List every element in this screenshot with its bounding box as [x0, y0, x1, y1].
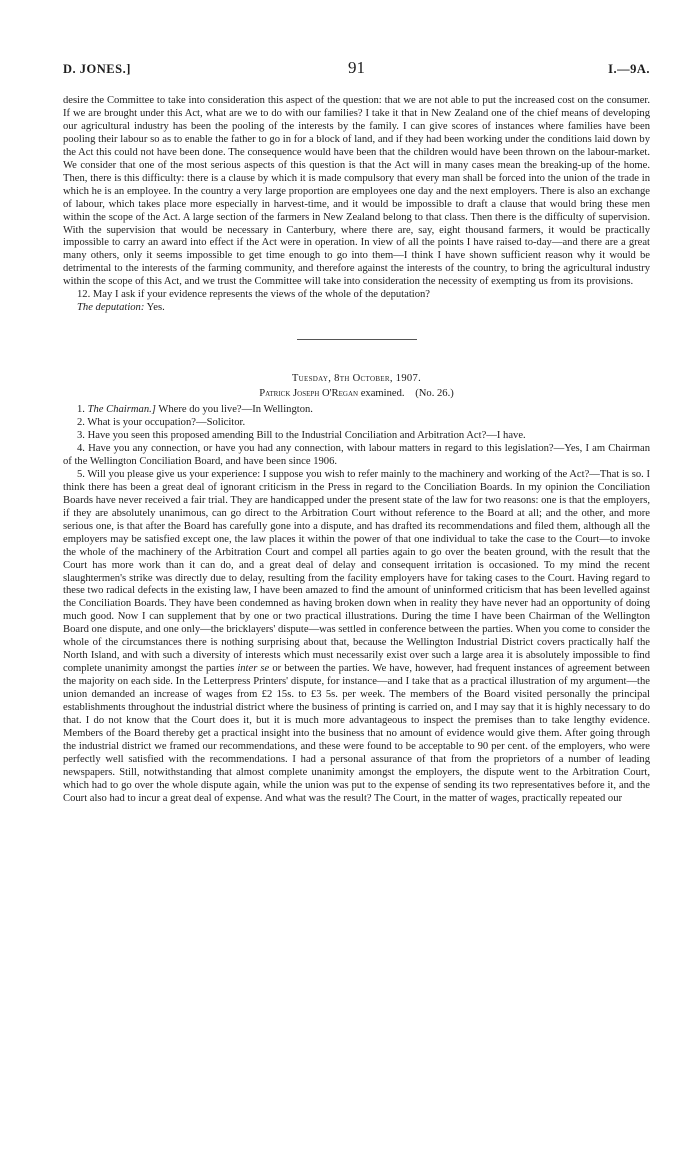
witness-number: (No. 26.) [415, 388, 454, 400]
question-1 [63, 404, 650, 417]
question-3-num: 3. [77, 430, 85, 442]
question-2 [63, 417, 650, 430]
question-1-num: 1. [77, 404, 85, 416]
question-1-speaker: The Chairman.] [87, 404, 156, 416]
session-date: Tuesday, 8th October, 1907. [291, 373, 422, 385]
witness-examined: examined. [360, 388, 405, 400]
witness-name: Patrick Joseph O'Regan [259, 388, 359, 400]
section-divider [297, 339, 417, 340]
answer-12-text: Yes. [146, 302, 165, 314]
question-2-text: What is your occupation?—Solicitor. [87, 417, 246, 429]
question-5-part2: or between the parties. We have, however, had frequent instances of agreement between the majority on each side. In the Letterpress Printers' dispute, for instance—and I take that as a practical illustration of my argument—the union demanded an increase of wages from £2 15s. to £3 5s. per week. The members of the Board visited personally the principal establishments throughout the industrial district where the business of printing is carried on, and I may say that it is highly necessary to do that. I do not know that the Court does it, but it is much more advantageous to inspect the premises than to take lengthy evidence. Members of the Board thereby get a practical insight into the business that no amount of evidence would give them. After going through the industrial district we framed our recommendations, and these were found to be acceptable to 90 per cent. of the employers, who were perfectly well satisfied with the recommendations. I had a personal assurance of that from the proprietors of a number of leading newspapers. Still, notwithstanding that almost complete unanimity amongst the employers, the dispute went to the Arbitration Court, which had to go over the whole dispute again, while the union was put to the expense of sending its two representatives before it, and the Court also had to incur a great deal of expense. And what was the result? The Court, in the matter of wages, practically repeated our [63, 663, 650, 804]
page-header [63, 58, 650, 82]
answer-12 [63, 302, 650, 315]
question-5-part1: 5. Will you please give us your experience: I suppose you wish to refer mainly to the machinery and working of the Act?—That is so. I think there has been a great deal of ignorant criticism in the Press in regard to the Conciliation Boards. In my opinion the Conciliation Boards have never received a fair trial. They are handicapped under the present state of the law for two reasons: one is that the employers, if they are absolutely unanimous, can go direct to the Arbitration Court without reference to the Board at all; and the other, and more serious one, is that after the Board has carefully gone into a dispute, and has drafted its recommendations and filed them, although all the employers may be satisfied except one, the law places it within the power of that one individual to take the case to the Court—to invoke the whole of the machinery of the Arbitration Court and compel all parties again to go over the beaten ground, with the result that the Court has more work than it can do, and a great deal of delay and consequent irritation is occasioned. To my mind the recent slaughtermen's strike was directly due to delay, resulting from the facility employers have for taking cases to the Court. Having regard to these two radical defects in the existing law, I have been amazed to find the amount of uninformed criticism that has been levelled against the Conciliation Boards. They have been condemned as having broken down when in reality they have never had an opportunity of doing much good. Now I can supplement that by one or two practical illustrations. During the time I have been Chairman of the Wellington Board one dispute, and one only—the bricklayers' dispute—was settled in conference between the parties. When you come to consider the whole of the circumstances there is nothing surprising about that, because the Wellington Industrial District covers practically half the North Island, and with such a diversity of interests which must necessarily exist over such a large area it is absolutely impossible to find complete unanimity amongst the parties [63, 468, 650, 675]
intro-paragraph: desire the Committee to take into consideration this aspect of the question: that we are not able to put the increased cost on the consumer. If we are brought under this Act, what are we to do with our families? I take it that in New Zealand one of the chief means of developing our agricultural industry has been the pooling of the interests by the family. I can give scores of instances where families have been pooling their labour so as to enable the father to go in for a block of land, and if they had been working under the conditions laid down by the Act this could not have been done. The consequence would have been that the children would have been thrown on the labour-market. We consider that one of the most serious aspects of this question is that the Act will in many cases mean the breaking-up of the home. Then, there is this difficulty: there is a clause by which it is made compulsory that every man shall be forced into the union of the trade in which he is an employee. In the country a very large proportion are employees one day and the next employers. There is also an exchange of labour, which takes place more especially in harvest-time, and it would be impossible to draft a clause that would bring these men within the scope of the Act. A large section of the farmers in New Zealand belong to that class. Then there is the difficulty of supervision. With the supervision that would be necessary in Canterbury, where there are, say, eight thousand farmers, it would be practically impossible to carry an award into effect if the Act were in operation. In view of all the points I have raised to-day—and there are a great many others, only it seems impossible to get time enough to go into them—I think I have shown sufficient reason why it would be detrimental to the interests of the farming community, and therefore against the interests of the country, to bring the agricultural industry within the scope of this Act, and we trust the Committee will take into consideration the necessity of exempting us from its provisions. [63, 95, 650, 288]
header-paper-number: I.—9A. [608, 62, 650, 76]
question-1-text: Where do you live?—In Wellington. [158, 404, 313, 416]
header-witness-name: D. JONES.] [63, 62, 131, 76]
question-5-latin: inter se [237, 663, 270, 675]
question-4 [63, 443, 650, 469]
document-body [63, 95, 650, 806]
question-4-num: 4. [77, 442, 85, 454]
question-4-text: Have you any connection, or have you had any connection, with labour matters in regard to this legislation?—Yes, I am Chairman of the Wellington Conciliation Board, and have been since 1906. [63, 442, 651, 467]
question-3-text: Have you seen this proposed amending Bill to the Industrial Conciliation and Arbitration Act?—I have. [87, 430, 526, 442]
question-12: 12. May I ask if your evidence represents the views of the whole of the deputation? [77, 289, 431, 301]
answer-12-speaker: The deputation: [77, 302, 145, 314]
question-3 [63, 430, 650, 443]
question-2-num: 2. [77, 417, 85, 429]
question-5 [63, 469, 650, 806]
witness-heading [63, 388, 650, 401]
page-number: 91 [348, 58, 365, 77]
